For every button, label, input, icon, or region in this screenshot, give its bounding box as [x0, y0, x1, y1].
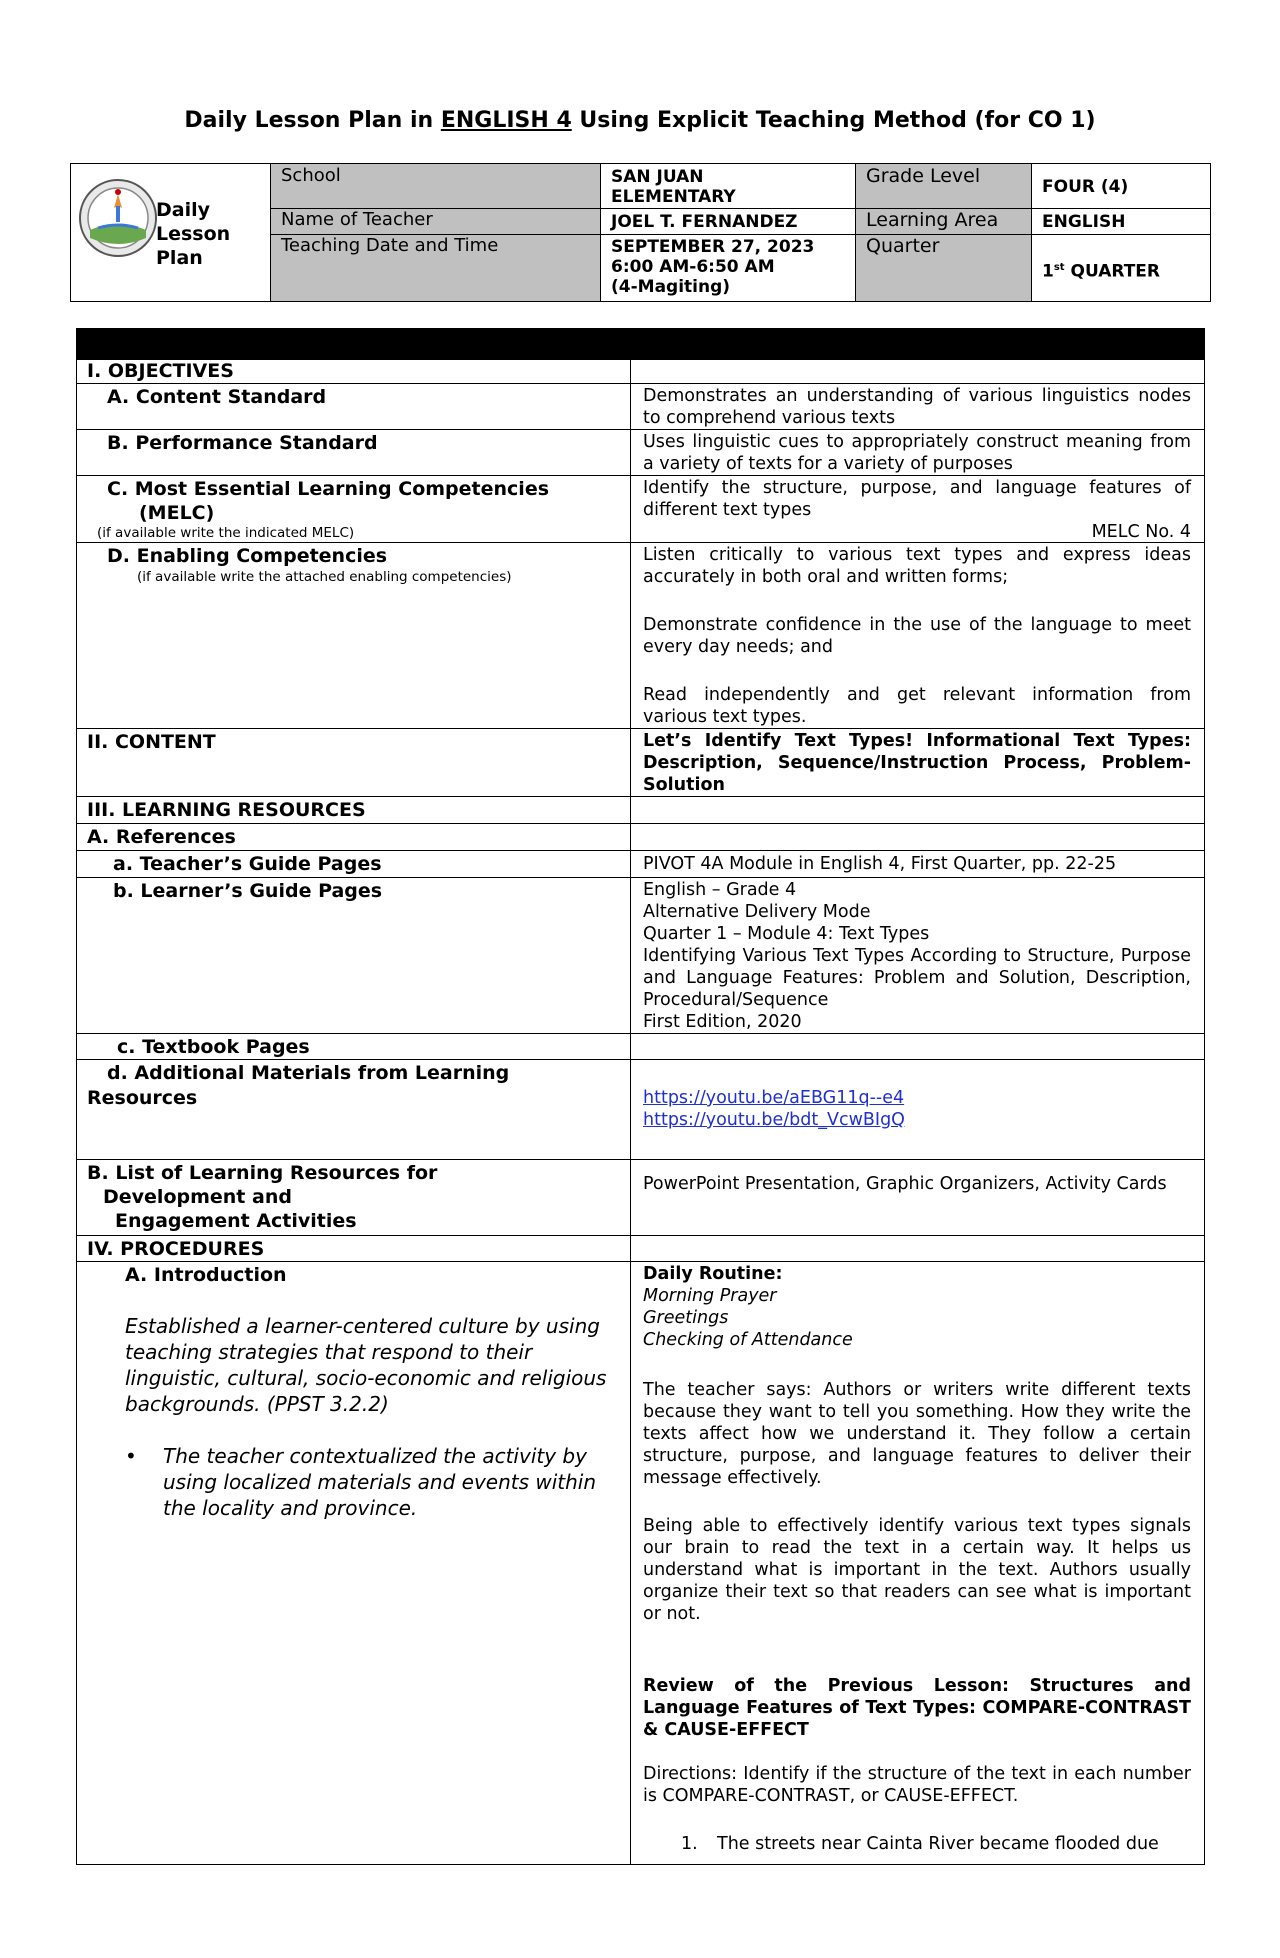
- content-value: Let’s Identify Text Types! Informational Text Types: Description, Sequence/Instruction Process, Problem-Solution: [643, 731, 1191, 795]
- review-item-1: 1. The streets near Cainta River became flooded due: [681, 1834, 1159, 1854]
- list-resources-label: B. List of Learning Resources for Development and Engagement Activities: [87, 1162, 438, 1232]
- teacher-label: Name of Teacher: [271, 208, 601, 234]
- learning-resources-heading: III. LEARNING RESOURCES: [87, 799, 366, 821]
- title-prefix: Daily Lesson Plan in: [184, 108, 441, 133]
- procedures-heading: IV. PROCEDURES: [87, 1238, 265, 1260]
- additional-materials-label-2: Resources: [87, 1087, 198, 1109]
- melc-value: Identify the structure, purpose, and language features of different text types: [643, 478, 1191, 520]
- daily-routine: Daily Routine: Morning Prayer Greetings Checking of Attendance: [643, 1264, 853, 1350]
- melc-number: MELC No. 4: [1091, 522, 1191, 542]
- title-subject: ENGLISH 4: [440, 108, 572, 133]
- learners-guide-label: b. Learner’s Guide Pages: [113, 880, 383, 902]
- school-label: School: [271, 164, 601, 208]
- teachers-guide-value: PIVOT 4A Module in English 4, First Quarter, pp. 22-25: [643, 854, 1117, 874]
- enabling-competency-3: Read independently and get relevant information from various text types.: [643, 685, 1191, 727]
- melc-label: C. Most Essential Learning Competencies (MELC): [107, 478, 550, 524]
- learners-guide-values: English – Grade 4 Alternative Delivery Mode Quarter 1 – Module 4: Text Types Identifying Various Text Types According to Structure, Purpose and Language Features: Problem and Solution, Description, Procedural/Sequence First Edition, 2020: [643, 880, 1191, 1032]
- resource-links: [643, 1087, 1191, 1131]
- bullet-icon: •: [125, 1444, 137, 1468]
- youtube-link-1[interactable]: https://youtu.be/aEBG11q--e4: [643, 1088, 905, 1108]
- header-table: [70, 163, 1211, 302]
- logo-cell: [71, 164, 271, 301]
- lesson-plan-table: [76, 328, 1205, 1865]
- teacher-says-paragraph: The teacher says: Authors or writers write different texts because they want to tell you something. How they write the texts affect how we understand it. They follow a certain structure, purpose, and language features to deliver their message effectively.: [643, 1380, 1191, 1488]
- page-title: [0, 108, 1280, 133]
- directions-text: Directions: Identify if the structure of the text in each number is COMPARE-CONTRAST, or CAUSE-EFFECT.: [643, 1764, 1191, 1806]
- enabling-competency-1: Listen critically to various text types and express ideas accurately in both oral and written forms;: [643, 545, 1191, 587]
- teachers-guide-label: a. Teacher’s Guide Pages: [113, 853, 382, 875]
- teacher-value: JOEL T. FERNANDEZ: [611, 212, 798, 232]
- youtube-link-2[interactable]: https://youtu.be/bdt_VcwBIgQ: [643, 1110, 905, 1130]
- grade-label: Grade Level: [856, 164, 1032, 208]
- school-value: SAN JUAN ELEMENTARY: [611, 167, 736, 207]
- melc-note: (if available write the indicated MELC): [97, 525, 355, 541]
- textbook-pages-label: c. Textbook Pages: [117, 1036, 310, 1058]
- additional-materials-label: d. Additional Materials from Learning: [107, 1062, 510, 1084]
- date-value: SEPTEMBER 27, 2023 6:00 AM-6:50 AM (4-Magiting): [611, 237, 815, 297]
- identify-text-types-paragraph: Being able to effectively identify various text types signals our brain to read the text in a certain way. It helps us understand what is important in the text. Authors usually organize their text so that readers can see what is important or not.: [643, 1516, 1191, 1624]
- enabling-competencies-label: D. Enabling Competencies: [107, 545, 388, 567]
- enabling-competency-2: Demonstrate confidence in the use of the language to meet every day needs; and: [643, 615, 1191, 657]
- table-header-bar: [77, 329, 1204, 359]
- title-suffix: Using Explicit Teaching Method (for CO 1): [571, 108, 1096, 133]
- performance-standard-label: B. Performance Standard: [107, 432, 378, 454]
- area-label: Learning Area: [856, 208, 1032, 234]
- introduction-bullet: • The teacher contextualized the activity by using localized materials and events within the locality and province.: [125, 1444, 597, 1520]
- introduction-label: A. Introduction: [125, 1264, 287, 1286]
- objectives-heading: I. OBJECTIVES: [87, 360, 234, 382]
- date-label: Teaching Date and Time: [271, 234, 601, 301]
- list-resources-value: PowerPoint Presentation, Graphic Organizers, Activity Cards: [643, 1174, 1167, 1194]
- content-standard-label: A. Content Standard: [107, 386, 327, 408]
- content-label: II. CONTENT: [87, 731, 216, 753]
- content-standard-value: Demonstrates an understanding of various linguistics nodes to comprehend various texts: [643, 386, 1191, 428]
- review-heading: Review of the Previous Lesson: Structures and Language Features of Text Types: COMPARE-CONTRAST & CAUSE-EFFECT: [643, 1676, 1191, 1740]
- introduction-note: Established a learner-centered culture by using teaching strategies that respond to their linguistic, cultural, socio-economic and religious backgrounds. (PPST 3.2.2): [125, 1314, 607, 1416]
- quarter-label: Quarter: [856, 234, 1032, 301]
- references-heading: A. References: [87, 826, 236, 848]
- quarter-value: 1st QUARTER: [1042, 261, 1161, 282]
- performance-standard-value: Uses linguistic cues to appropriately construct meaning from a variety of texts for a variety of purposes: [643, 432, 1191, 474]
- grade-value: FOUR (4): [1042, 177, 1129, 197]
- dlp-label: Daily Lesson Plan: [156, 199, 231, 269]
- area-value: ENGLISH: [1042, 212, 1126, 232]
- enabling-competencies-note: (if available write the attached enabling competencies): [137, 569, 512, 585]
- school-seal-icon: [78, 178, 158, 258]
